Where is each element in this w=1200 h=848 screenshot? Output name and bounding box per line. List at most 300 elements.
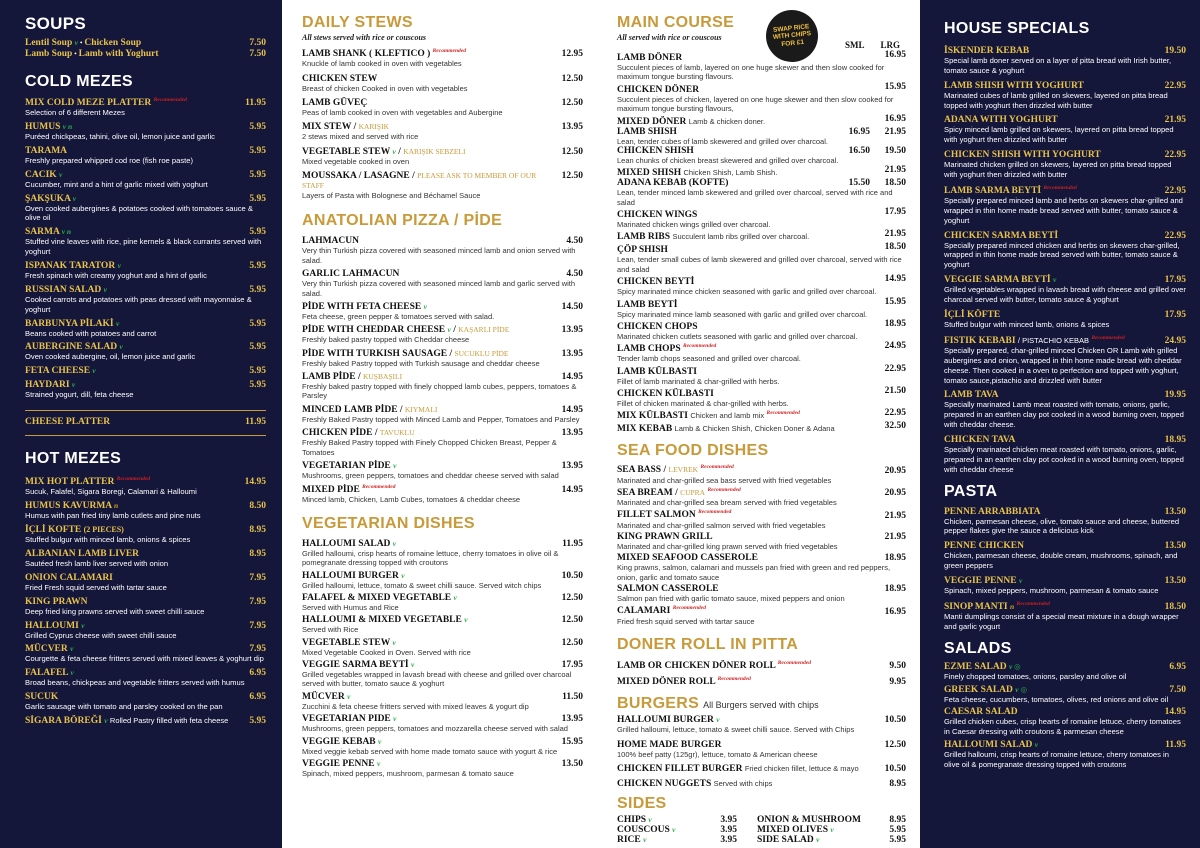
item-price: 5.95: [249, 122, 266, 133]
side-name-group: [757, 815, 861, 825]
menu-item: [25, 366, 266, 376]
menu-item: [25, 716, 266, 726]
item-row: [944, 310, 1186, 320]
item-name-group: [25, 146, 67, 156]
item-row: [617, 408, 906, 421]
dietary-tag: v ◎: [1015, 684, 1028, 694]
dietary-tag: v: [1018, 575, 1023, 585]
item-description: Cucumber, mint and a hint of garlic mixed with yoghurt: [25, 179, 208, 189]
menu-item: [25, 319, 266, 339]
item-name: LAMB KÜLBASTI: [617, 366, 697, 377]
item-name-group: PİDE WITH CHEDDAR CHEESE v / KAŞARLI PİDE: [302, 325, 510, 336]
bullet: •: [77, 38, 85, 47]
price-pair: [840, 146, 906, 156]
soup-name: Lamb with Yoghurt: [78, 49, 159, 59]
item-description: Manti dumplings consist of a special meat mixture in a dough wrapper and garlic yogurt: [944, 611, 1179, 631]
side-item: [617, 815, 737, 825]
item-name-group: [302, 236, 359, 246]
pizza-list: [302, 236, 583, 504]
menu-item: [617, 82, 906, 114]
item-price: 13.95: [561, 714, 583, 725]
menu-item: [302, 737, 583, 756]
item-price: 6.95: [1169, 661, 1186, 672]
item-price: 12.50: [561, 592, 583, 603]
item-price: 11.50: [562, 691, 583, 702]
item-name: VEGGIE PENNE: [944, 575, 1017, 586]
price-small: [840, 319, 870, 329]
item-name: CHEESE PLATTER: [25, 417, 111, 428]
item-name: CHICKEN NUGGETS: [617, 779, 712, 790]
item-row: [944, 541, 1186, 551]
item-name: PİDE WITH TURKISH SAUSAGE: [302, 348, 448, 359]
section-title-burgers: BURGERS: [617, 695, 700, 713]
price-large: 24.95: [884, 341, 906, 352]
item-price: 13.50: [1164, 506, 1186, 517]
size-small-label: SML: [844, 40, 865, 50]
item-description: Freshly prepared whipped cod roe (fish roe paste): [25, 155, 193, 165]
item-price: 17.95: [1164, 309, 1186, 320]
dietary-tag: v: [117, 261, 121, 271]
item-name-group: [617, 715, 720, 725]
item-row: [302, 660, 583, 670]
item-name-group: [25, 122, 72, 132]
item-name: VEGETABLE STEW: [302, 637, 391, 648]
item-name: LAHMACUN: [302, 236, 359, 247]
item-row: [617, 421, 906, 434]
item-row: [617, 764, 906, 774]
item-name: LAMB PİDE: [302, 372, 356, 383]
item-name-group: [617, 178, 728, 188]
menu-item: [25, 261, 266, 281]
item-description: Selection of 6 different Mezes: [25, 108, 125, 118]
item-name: CHICKEN STEW: [302, 73, 378, 84]
item-description: Sautéed fresh lamb liver served with onion: [25, 558, 169, 568]
column-soups-mezes: [0, 0, 282, 848]
dietary-tag: v: [74, 38, 78, 47]
item-name-group: SEA BASS / LEVREK $^{Recommended}$: [617, 464, 734, 476]
item-price: 5.95: [889, 825, 906, 836]
price-pair: [840, 319, 906, 329]
item-name-group: [617, 127, 677, 137]
item-name-group: [617, 509, 731, 520]
menu-item: [944, 46, 1186, 76]
item-row: [944, 435, 1186, 445]
item-row: [944, 46, 1186, 56]
turkish-name: SUCUKLU PİDE: [454, 348, 509, 358]
dietary-tag: v: [115, 318, 120, 328]
item-row: [302, 147, 583, 157]
item-name: SUCUK: [25, 692, 59, 703]
item-description: 2 stews mixed and served with rice: [302, 132, 419, 142]
item-description: Freshly baked pastry topped with Cheddar cheese: [302, 335, 470, 345]
item-row: [302, 759, 583, 769]
price-small: [840, 242, 870, 252]
recommended-badge: Recommended: [432, 48, 466, 54]
item-name-group: [25, 597, 88, 607]
item-name: GREEK SALAD: [944, 684, 1013, 695]
menu-item: [302, 638, 583, 657]
item-row: [944, 601, 1186, 612]
menu-item: [617, 605, 906, 626]
menu-item: [617, 229, 906, 242]
pasta-list: [944, 507, 1186, 632]
item-row: [944, 81, 1186, 91]
item-name: FALAFEL: [25, 668, 69, 679]
price-large: 19.50: [884, 145, 906, 156]
item-row: [944, 390, 1186, 400]
item-name-group: [617, 343, 716, 354]
item-price: 7.50: [249, 49, 266, 59]
side-name: MIXED OLIVES: [757, 825, 828, 836]
item-name: CALAMARI: [617, 606, 671, 617]
item-name: RUSSIAN SALAD: [25, 284, 102, 295]
menu-item: [302, 484, 583, 505]
price-large: 14.95: [884, 274, 906, 285]
menu-item: [25, 644, 266, 664]
item-price: 22.95: [1164, 80, 1186, 91]
item-name: PİDE WITH CHEDDAR CHEESE: [302, 325, 446, 336]
dietary-tag: v: [392, 146, 396, 156]
item-price: 12.50: [561, 146, 583, 157]
item-description: Specially marinated Lamb meat roasted with tomato, onions, garlic, prepared in an earthen clay pot cooked in a wood burning oven, topped with cheddar cheese.: [944, 400, 1184, 430]
item-name-group: [302, 692, 350, 702]
item-row: [25, 342, 266, 352]
item-name: MIX KÜLBASTI: [617, 411, 688, 422]
price-small: [840, 50, 870, 60]
item-name: SİGARA BÖREĞİ: [25, 715, 102, 726]
item-row: [25, 716, 266, 726]
item-description: Grilled halloumi, crisp hearts of romaine lettuce, cherry tomatoes in olive oil & pomegranate dressing topped with croutons: [302, 548, 559, 568]
menu-item: [617, 487, 906, 508]
item-row: [25, 668, 266, 678]
inline-description: Fried chicken fillet, lettuce & mayo: [744, 764, 859, 774]
item-price: 14.95: [561, 404, 583, 415]
item-description: Succulent pieces of chicken, layered on one huge skewer and then slow cooked for maximum tongue bursting flavours,: [617, 94, 894, 114]
item-description: Grilled halloumi, lettuce, tomato & sweet chilli sauce. Served witch chips: [302, 580, 542, 590]
item-name: MIXED SEAFOOD CASSEROLE: [617, 553, 758, 564]
menu-item: [617, 364, 906, 386]
dietary-tag: v: [81, 620, 85, 630]
item-name-group: [944, 46, 1029, 56]
turkish-name: KUŞBAŞILI: [362, 372, 403, 382]
item-row: [25, 597, 266, 607]
item-row: [25, 194, 266, 204]
menu-item: [944, 150, 1186, 180]
item-name: SARMA: [25, 227, 60, 238]
dietary-tag: v: [119, 342, 123, 352]
dietary-tag: v: [401, 570, 405, 580]
item-row: [25, 549, 266, 559]
item-name: CHICKEN SHISH WITH YOGHURT: [944, 150, 1101, 161]
price-large: 22.95: [884, 363, 906, 374]
menu-item: [302, 428, 583, 457]
sides-right: [757, 815, 906, 845]
side-name: COUSCOUS: [617, 825, 670, 836]
item-description: Mushrooms, green peppers, tomatoes and cheddar cheese served with salad: [302, 470, 559, 480]
turkish-name: LEVREK: [668, 465, 699, 475]
side-item: [617, 825, 737, 835]
price-small: [840, 274, 870, 284]
menu-item: [25, 417, 266, 427]
menu-item: [302, 349, 583, 368]
recommended-badge: Recommended: [698, 509, 732, 516]
item-name-group: [25, 261, 121, 271]
dietary-tag: v: [464, 615, 468, 625]
price-pair: [840, 114, 906, 124]
item-price: 8.95: [249, 548, 266, 559]
item-description: Freshly Baked Pastry topped with Minced Lamb and Pepper, Tomatoes and Parsley: [302, 414, 580, 424]
stews-list: [302, 48, 583, 200]
menu-item: [617, 127, 906, 146]
item-price: 13.95: [561, 428, 583, 439]
price-pair: [840, 82, 906, 92]
item-price: 11.95: [1165, 740, 1186, 751]
dietary-tag: v: [1053, 275, 1057, 285]
turkish-name: KAŞARLI PİDE: [458, 325, 510, 335]
item-row: [25, 476, 266, 487]
item-description: Stuffed vine leaves with rice, pine kernels & black currants served with yoghurt: [25, 237, 262, 257]
side-name-group: [617, 835, 646, 845]
item-description: Beans cooked with potatoes and carrot: [25, 328, 157, 338]
item-price: 7.95: [249, 572, 266, 583]
item-row: [25, 285, 266, 295]
menu-item: [617, 386, 906, 408]
menu-item: [25, 573, 266, 593]
item-description: Oven cooked aubergines & potatoes cooked with tomatoes sauce & olive oil: [25, 203, 253, 223]
item-price: 13.95: [561, 325, 583, 336]
item-description: Spicy marinated mince chicken seasoned with garlic and grilled over charcoal.: [617, 287, 877, 297]
item-name: LAMB GÜVEÇ: [302, 97, 368, 108]
menu-item: [617, 464, 906, 485]
menu-item: [302, 236, 583, 265]
item-name-group: [944, 662, 1021, 672]
item-name: MIXED DÖNER ROLL: [617, 677, 716, 688]
item-description: Garlic sausage with tomato and parsley cooked on the pan: [25, 702, 223, 712]
item-price: 18.95: [884, 553, 906, 564]
item-row: [617, 487, 906, 498]
size-large-label: LRG: [880, 40, 900, 50]
item-name-group: [944, 390, 998, 400]
item-name-group: [944, 740, 1038, 750]
section-title-doner-roll: DONER ROLL IN PITTA: [617, 636, 799, 653]
dietary-tag: v: [1034, 740, 1039, 750]
side-item: [617, 835, 737, 845]
bullet: •: [72, 49, 79, 58]
item-description: Very thin Turkish pizza covered with seasoned minced lamb and onion served with salad.: [302, 246, 576, 265]
item-row: [302, 302, 583, 312]
item-price: 5.95: [249, 380, 266, 391]
menu-item: [944, 740, 1186, 770]
item-description: Chicken, parmesan cheese, double cream, mushrooms, spinach, and green peppers: [944, 551, 1178, 571]
cold-mezes-list: [25, 97, 266, 400]
item-name: ISPANAK TARATOR: [25, 261, 116, 272]
section-title-main-course: MAIN COURSE: [617, 14, 735, 31]
menu-item: [302, 539, 583, 568]
item-name-group: [302, 484, 395, 495]
side-name: SIDE SALAD: [757, 835, 814, 846]
menu-item: [25, 621, 266, 641]
item-name-group: [944, 185, 1077, 196]
item-description: Feta cheese, green pepper & tomatoes served with salad.: [302, 311, 495, 321]
item-price: 14.95: [1164, 707, 1186, 718]
item-row: [25, 692, 266, 702]
menu-item: [617, 274, 906, 296]
item-description: King prawns, salmon, calamari and mussels pan fried with green and red peppers, onion, garlic and tomato sauce: [617, 563, 891, 582]
turkish-name: KIYMALI: [404, 404, 438, 414]
price-large: 22.95: [884, 408, 906, 419]
item-row: [617, 319, 906, 332]
seafood-list: [617, 464, 906, 626]
dietary-tag: v: [830, 825, 834, 835]
price-small: [840, 114, 870, 124]
menu-item: [25, 380, 266, 400]
price-pair: [840, 274, 906, 284]
item-name-group: [25, 285, 107, 295]
item-description: Freshly Baked Pastry topped with Finely Chopped Chicken Breast, Pepper & Tomatoes: [302, 438, 557, 457]
item-description: Specially marinated chicken meat roasted with tomato, onions, garlic, prepared in an earthen clay pot cooked in a wood burning oven, topped with cheddar cheese: [944, 444, 1184, 474]
item-price: 13.95: [561, 122, 583, 133]
menu-item: [617, 553, 906, 582]
side-item: [757, 825, 906, 835]
burgers-list: [617, 715, 906, 789]
recommended-badge: Recommended: [1091, 334, 1125, 341]
price-small: [840, 341, 870, 351]
menu-item: [617, 764, 906, 774]
item-name: HALLOUMI SALAD: [302, 538, 391, 549]
item-name-group: [944, 541, 1024, 551]
menu-item: [617, 178, 906, 207]
price-large: 17.95: [884, 207, 906, 217]
dietary-tag: v n: [62, 122, 73, 132]
item-name-group: [25, 644, 73, 654]
item-row: [944, 685, 1186, 695]
price-pair: [840, 421, 906, 431]
dietary-tag: n: [1009, 601, 1015, 611]
item-name: MÜCVER: [302, 691, 345, 702]
price-small: 16.95: [848, 126, 870, 137]
side-name-group: [617, 815, 652, 825]
recommended-badge: Recommended: [672, 605, 706, 612]
menu-item: [25, 170, 266, 190]
item-price: 19.95: [1164, 390, 1186, 401]
item-row: [302, 593, 583, 603]
menu-item: [944, 435, 1186, 475]
menu-item: [25, 549, 266, 569]
menu-item: [617, 114, 906, 127]
item-name-group: CHICKEN PİDE / TAVUKLU: [302, 428, 415, 439]
item-name-group: [302, 660, 414, 670]
dietary-tag: v: [393, 714, 397, 724]
item-name-group: [944, 335, 1125, 346]
item-description: Cooked carrots and potatoes with peas dressed with mayonnaise & yoghurt: [25, 294, 252, 314]
item-row: [302, 638, 583, 648]
section-subtitle: All served with rice or couscous: [617, 33, 722, 42]
item-name-group: VEGETABLE STEW v / KARIŞIK SEBZELI: [302, 146, 466, 157]
item-name: ADANA WITH YOGHURT: [944, 115, 1058, 126]
item-name-group: [617, 232, 809, 242]
item-row: [617, 242, 906, 255]
item-description: Mixed vegetable cooked in oven: [302, 156, 410, 166]
item-description: Succulent pieces of lamb, layered on one huge skewer and then slow cooked for maximum tongue bursting flavours.: [617, 63, 885, 82]
item-price: 20.95: [884, 465, 906, 476]
item-description: Marinated and char-grilled sea bass served with fried vegetables: [617, 475, 832, 485]
item-price: 3.95: [720, 815, 737, 826]
item-price: 5.95: [249, 261, 266, 272]
turkish-name: TAVUKLU: [379, 428, 415, 438]
item-name-group: [617, 779, 772, 789]
item-name: İÇLİ KÖFTE: [944, 309, 1001, 320]
item-row: [617, 509, 906, 520]
menu-item: [302, 302, 583, 321]
item-description: Grilled chicken cubes, crisp hearts of romaine lettuce, cherry tomatoes in Caesar dressing with croutons & parmesan cheese: [944, 717, 1181, 737]
item-description: Spicy marinated mince lamb seasoned with garlic and grilled over charcoal.: [617, 309, 868, 319]
item-name-group: [302, 98, 367, 108]
item-name: HALLOUMI & MIXED VEGETABLE: [302, 615, 462, 626]
dietary-tag: v: [92, 366, 96, 376]
recommended-badge: Recommended: [777, 660, 812, 666]
item-name-group: [302, 539, 396, 549]
item-name: VEGGIE SARMA BEYTİ: [302, 660, 409, 671]
menu-item: [302, 74, 583, 93]
menu-item: [944, 185, 1186, 226]
menu-item: [944, 601, 1186, 632]
item-name: AUBERGINE SALAD: [25, 342, 118, 353]
item-price: 13.50: [1164, 575, 1186, 586]
item-description: Freshly baked Pastry topped with Turkish sausage and cheddar cheese: [302, 358, 540, 368]
dietary-tag: v: [393, 460, 397, 470]
item-name: İSKENDER KEBAB: [944, 46, 1030, 56]
item-name: MIXED DÖNER: [617, 116, 687, 127]
item-description: Marinated cubes of lamb grilled on skewers, layered on pitta bread topped with yoghurt then drizzled with butter: [944, 90, 1168, 110]
item-description: Humus with pan fried tiny lamb cutlets and pine nuts: [25, 511, 201, 521]
item-row: [617, 165, 906, 178]
price-large: 15.95: [884, 296, 906, 307]
item-description: 100% beef patty (125gr), lettuce, tomato & American cheese: [617, 749, 818, 759]
price-small: 16.50: [848, 145, 870, 156]
inline-description: Rolled Pastry filled with feta cheese: [109, 715, 229, 725]
dietary-tag: v: [411, 660, 415, 670]
turkish-name: KARIŞIK: [358, 122, 389, 132]
price-large: 21.95: [884, 165, 906, 176]
hot-mezes-list: [25, 476, 266, 726]
item-name: VEGETARIAN PİDE: [302, 460, 391, 471]
item-row: [944, 576, 1186, 586]
item-name: LAMB SARMA BEYTİ: [944, 186, 1042, 197]
dietary-tag: v: [72, 193, 77, 203]
item-name: LAMB BEYTİ: [617, 299, 678, 310]
dietary-tag: v ◎: [1008, 661, 1021, 671]
item-description: Broad beans, chickpeas and vegetable fritters served with humus: [25, 678, 245, 688]
item-description: Lean, tender small cubes of lamb skewered and grilled over charcoal, served with rice and salad: [617, 255, 902, 274]
item-row: [302, 539, 583, 549]
item-price: 17.95: [1164, 275, 1186, 286]
item-name: FILLET SALMON: [617, 510, 696, 521]
section-title-vegetarian: VEGETARIAN DISHES: [302, 514, 475, 532]
item-name-group: [617, 584, 719, 594]
price-small: [840, 297, 870, 307]
menu-item: [25, 194, 266, 224]
item-name-group: [617, 605, 706, 616]
menu-item: [944, 335, 1186, 386]
recommended-badge: Recommended: [1016, 600, 1050, 607]
dietary-tag: v: [392, 538, 397, 548]
item-name: MIX STEW: [302, 122, 352, 133]
section-title-sides: SIDES: [617, 795, 667, 813]
item-name: VEGGIE PENNE: [302, 758, 375, 769]
price-small: [840, 386, 870, 396]
menu-item: [302, 372, 583, 401]
menu-item: [302, 325, 583, 344]
